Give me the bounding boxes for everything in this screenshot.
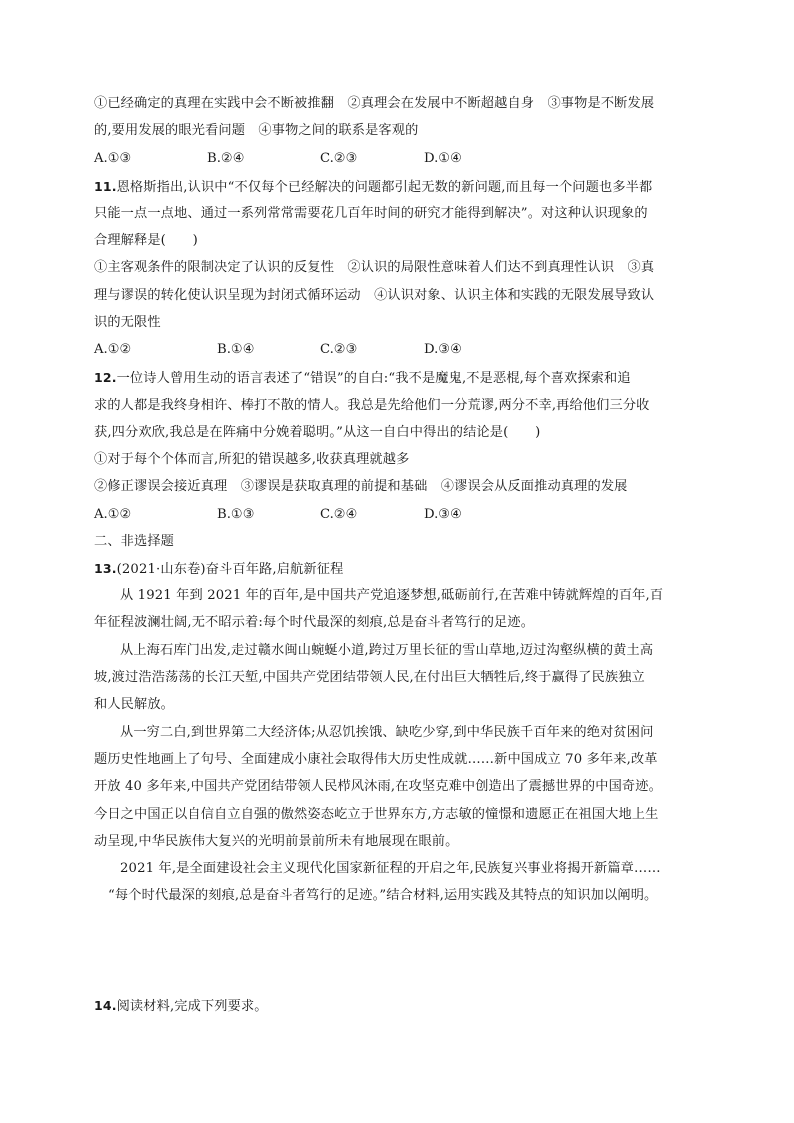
q13-para3-line-5: 动呈现,中华民族伟大复兴的光明前景前所未有地展现在眼前。 xyxy=(94,834,459,849)
q10-option-c: C.②③ xyxy=(320,151,358,166)
q11-number: 11. xyxy=(94,179,117,194)
q13-para1-line-1: 从 1921 年到 2021 年的百年,是中国共产党追逐梦想,砥砺前行,在苦难中铸就辉煌的百年,百 xyxy=(120,588,664,603)
q14-text: 阅读材料,完成下列要求。 xyxy=(116,999,268,1014)
q12-statements-line-2: ②修正谬误会接近真理 ③谬误是获取真理的前提和基础 ④谬误会从反面推动真理的发展 xyxy=(94,479,628,494)
q11-statements-line-1: ①主客观条件的限制决定了认识的反复性 ②认识的局限性意味着人们达不到真理性认识 ③真 xyxy=(94,260,655,275)
q13-question: “每个时代最深的刻痕,总是奋斗者笃行的足迹。”结合材料,运用实践及其特点的知识加以阐明。 xyxy=(108,888,658,903)
q12-option-d: D.③④ xyxy=(424,507,462,522)
q12-statements-line-1: ①对于每个个体而言,所犯的错误越多,收获真理就越多 xyxy=(94,452,410,467)
q11-stem-text-1: 恩格斯指出,认识中“不仅每个已经解决的问题都引起无数的新问题,而且每一个问题也多半都 xyxy=(116,180,653,195)
section-2-title: 二、非选择题 xyxy=(94,534,175,549)
q10-statements-line-1: ①已经确定的真理在实践中会不断被推翻 ②真理会在发展中不断超越自身 ③事物是不断发展 xyxy=(94,96,655,111)
q13-para3-line-4: 今日之中国正以自信自立自强的傲然姿态屹立于世界东方,方志敏的憧憬和遗愿正在祖国大地上生 xyxy=(94,807,659,822)
q10-option-b: B.②④ xyxy=(207,151,245,166)
q11-option-d: D.③④ xyxy=(424,342,462,357)
q13-para2-line-3: 和人民解放。 xyxy=(94,697,175,712)
q13-para3-line-1: 从一穷二白,到世界第二大经济体;从忍饥挨饿、缺吃少穿,到中华民族千百年来的绝对贫困问 xyxy=(120,725,654,740)
q11-option-b: B.①④ xyxy=(217,342,255,357)
q10-option-a: A.①③ xyxy=(94,151,132,166)
q12-stem-text-1: 一位诗人曾用生动的语言表述了“错误”的自白:“我不是魔鬼,不是恶棍,每个喜欢探索和追 xyxy=(116,371,631,386)
q11-option-a: A.①② xyxy=(94,342,132,357)
q12-option-b: B.①③ xyxy=(217,507,255,522)
q14-line xyxy=(94,996,268,1017)
q10-statements-line-2: 的,要用发展的眼光看问题 ④事物之间的联系是客观的 xyxy=(94,123,419,138)
q13-para1-line-2: 年征程波澜壮阔,无不昭示着:每个时代最深的刻痕,总是奋斗者笃行的足迹。 xyxy=(94,615,535,630)
q13-number: 13. xyxy=(94,561,117,576)
q11-stem-line-2: 只能一点一点地、通过一系列常常需要花几百年时间的研究才能得到解决”。对这种认识现象的 xyxy=(94,206,648,221)
q12-number: 12. xyxy=(94,370,117,385)
q12-stem-line-1 xyxy=(94,368,631,389)
q11-stem-line-1 xyxy=(94,177,652,198)
q13-para4-line-1: 2021 年,是全面建设社会主义现代化国家新征程的开启之年,民族复兴事业将揭开新篇章…… xyxy=(120,861,661,876)
q11-statements-line-3: 识的无限性 xyxy=(94,315,161,330)
q13-para2-line-2: 坡,渡过浩浩荡荡的长江天堑,中国共产党团结带领人民,在付出巨大牺牲后,终于赢得了民族独立 xyxy=(94,670,645,685)
q12-stem-line-2: 求的人都是我终身相许、棒打不散的情人。我总是先给他们一分荒谬,两分不幸,再给他们三分收 xyxy=(94,398,650,413)
q12-option-c: C.②④ xyxy=(320,507,358,522)
q11-stem-line-3: 合理解释是( ) xyxy=(94,233,198,248)
q11-option-c: C.②③ xyxy=(320,342,358,357)
q11-statements-line-2: 理与谬误的转化使认识呈现为封闭式循环运动 ④认识对象、认识主体和实践的无限发展导致认 xyxy=(94,288,655,303)
q13-para3-line-3: 开放 40 多年来,中国共产党团结带领人民栉风沐雨,在攻坚克难中创造出了震撼世界的中国奇迹。 xyxy=(94,779,662,794)
q12-option-a: A.①② xyxy=(94,507,132,522)
q10-option-d: D.①④ xyxy=(424,151,462,166)
q13-para3-line-2: 题历史性地画上了句号、全面建成小康社会取得伟大历史性成就……新中国成立 70 多年来,改革 xyxy=(94,752,658,767)
q12-stem-line-3: 获,四分欢欣,我总是在阵痛中分娩着聪明。”从这一自白中得出的结论是( ) xyxy=(94,425,541,440)
q13-header xyxy=(94,559,343,580)
q13-para2-line-1: 从上海石库门出发,走过赣水闽山蜿蜒小道,跨过万里长征的雪山草地,迈过沟壑纵横的黄土高 xyxy=(120,643,654,658)
q14-number: 14. xyxy=(94,998,117,1013)
q13-source: (2021·山东卷)奋斗百年路,启航新征程 xyxy=(116,562,344,577)
